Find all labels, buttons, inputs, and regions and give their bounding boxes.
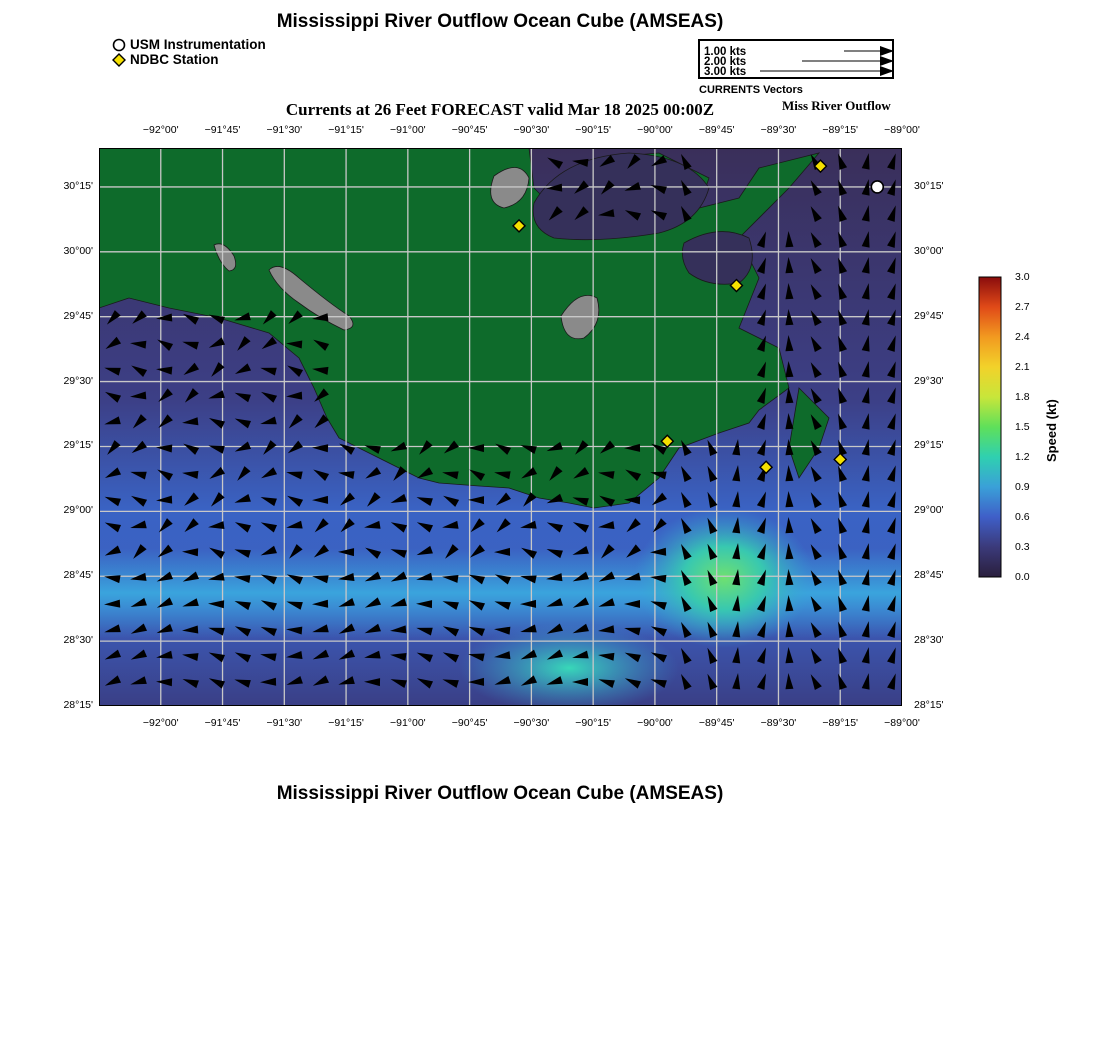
vector-legend-row-2: 2.00 kts bbox=[704, 56, 747, 68]
vector-legend-caption: CURRENTS Vectors bbox=[699, 84, 803, 96]
lat-tick-label-right: 28°30' bbox=[914, 634, 944, 647]
lon-tick-label-bot: −89°30' bbox=[760, 717, 797, 729]
colorbar-tick-label: 0.6 bbox=[1015, 511, 1030, 523]
lat-tick-label-left: 28°30' bbox=[63, 634, 93, 647]
lat-tick-label-right: 29°15' bbox=[914, 439, 944, 452]
vector-legend-row-1: 1.00 kts bbox=[704, 46, 747, 58]
colorbar-tick-label: 2.1 bbox=[1015, 361, 1030, 373]
lon-tick-label-top: −90°15' bbox=[575, 124, 611, 136]
vector-legend-arrows bbox=[700, 41, 892, 77]
lat-tick-label-right: 28°15' bbox=[914, 699, 944, 711]
lon-tick-label-bot: −91°00' bbox=[389, 717, 426, 729]
lon-tick-label-bot: −89°15' bbox=[822, 717, 859, 729]
colorbar-tick-label: 2.4 bbox=[1015, 331, 1030, 343]
lat-tick-label-right: 29°45' bbox=[914, 309, 944, 322]
lat-tick-label-left: 30°15' bbox=[63, 179, 93, 192]
lat-tick-label-left: 29°45' bbox=[63, 309, 93, 322]
lat-tick-label-right: 30°00' bbox=[914, 244, 944, 257]
colorbar-title: Speed (kt) bbox=[1044, 399, 1059, 462]
vector-legend-row-3: 3.00 kts bbox=[704, 66, 747, 78]
legend-usm-label: USM Instrumentation bbox=[130, 37, 266, 52]
lon-tick-label-bot: −89°00' bbox=[884, 717, 920, 729]
lon-tick-label-bot: −90°30' bbox=[513, 717, 550, 729]
lon-tick-label-bot: −89°45' bbox=[698, 717, 735, 729]
lat-tick-label-right: 28°45' bbox=[914, 569, 944, 582]
lon-tick-label-bot: −90°00' bbox=[637, 717, 673, 729]
lon-tick-label-top: −91°15' bbox=[328, 124, 364, 136]
colorbar-tick-label: 1.2 bbox=[1015, 451, 1030, 463]
legend-ndbc bbox=[112, 52, 219, 67]
lon-tick-label-bot: −90°15' bbox=[575, 717, 611, 729]
vector-legend-box bbox=[698, 39, 894, 79]
colorbar-tick-label: 0.0 bbox=[1015, 571, 1030, 583]
lat-tick-label-left: 28°45' bbox=[63, 569, 93, 582]
lat-tick-label-right: 30°15' bbox=[914, 179, 944, 192]
outflow-label: Miss River Outflow bbox=[782, 98, 891, 113]
legend-ndbc-label: NDBC Station bbox=[130, 52, 219, 67]
speed-colorbar bbox=[978, 276, 1002, 578]
lon-tick-label-top: −89°30' bbox=[760, 124, 797, 136]
ndbc-diamond-icon bbox=[112, 53, 126, 67]
lon-tick-label-top: −92°00' bbox=[142, 124, 179, 136]
lat-tick-label-left: 28°15' bbox=[63, 699, 93, 711]
lon-tick-label-top: −89°45' bbox=[698, 124, 735, 136]
lon-tick-label-top: −90°30' bbox=[513, 124, 550, 136]
lat-tick-label-right: 29°30' bbox=[914, 374, 944, 387]
second-figure-title: Mississippi River Outflow Ocean Cube (AMSEAS) bbox=[276, 783, 724, 804]
usm-station-marker bbox=[871, 181, 883, 193]
current-map bbox=[99, 148, 902, 706]
lon-tick-label-bot: −90°45' bbox=[451, 717, 488, 729]
lon-tick-label-bot: −91°15' bbox=[328, 717, 364, 729]
colorbar-tick-label: 2.7 bbox=[1015, 301, 1030, 313]
colorbar-tick-label: 3.0 bbox=[1015, 271, 1030, 283]
lat-tick-label-left: 29°00' bbox=[63, 504, 93, 517]
lon-tick-label-bot: −91°30' bbox=[266, 717, 303, 729]
lat-tick-label-right: 29°00' bbox=[914, 504, 944, 517]
colorbar-tick-label: 1.5 bbox=[1015, 421, 1030, 433]
legend-usm bbox=[112, 37, 266, 52]
lat-tick-label-left: 29°15' bbox=[63, 439, 93, 452]
lon-tick-label-top: −89°15' bbox=[822, 124, 859, 136]
lon-tick-label-top: −89°00' bbox=[884, 124, 920, 136]
lat-tick-label-left: 30°00' bbox=[63, 244, 93, 257]
figure-title: Mississippi River Outflow Ocean Cube (AMSEAS) bbox=[276, 11, 724, 32]
lon-tick-label-bot: −91°45' bbox=[204, 717, 241, 729]
map-subtitle: Currents at 26 Feet FORECAST valid Mar 18 2025 00:00Z bbox=[285, 100, 715, 119]
lon-tick-label-top: −90°00' bbox=[637, 124, 673, 136]
lon-tick-label-top: −91°45' bbox=[204, 124, 241, 136]
colorbar-tick-label: 0.3 bbox=[1015, 541, 1030, 553]
usm-circle-icon bbox=[112, 38, 126, 52]
lat-tick-label-left: 29°30' bbox=[63, 374, 93, 387]
colorbar-tick-label: 1.8 bbox=[1015, 391, 1030, 403]
lon-tick-label-bot: −92°00' bbox=[142, 717, 179, 729]
colorbar-gradient bbox=[979, 277, 1001, 577]
lon-tick-label-top: −91°30' bbox=[266, 124, 303, 136]
lon-tick-label-top: −91°00' bbox=[389, 124, 426, 136]
colorbar-tick-label: 0.9 bbox=[1015, 481, 1030, 493]
lon-tick-label-top: −90°45' bbox=[451, 124, 488, 136]
